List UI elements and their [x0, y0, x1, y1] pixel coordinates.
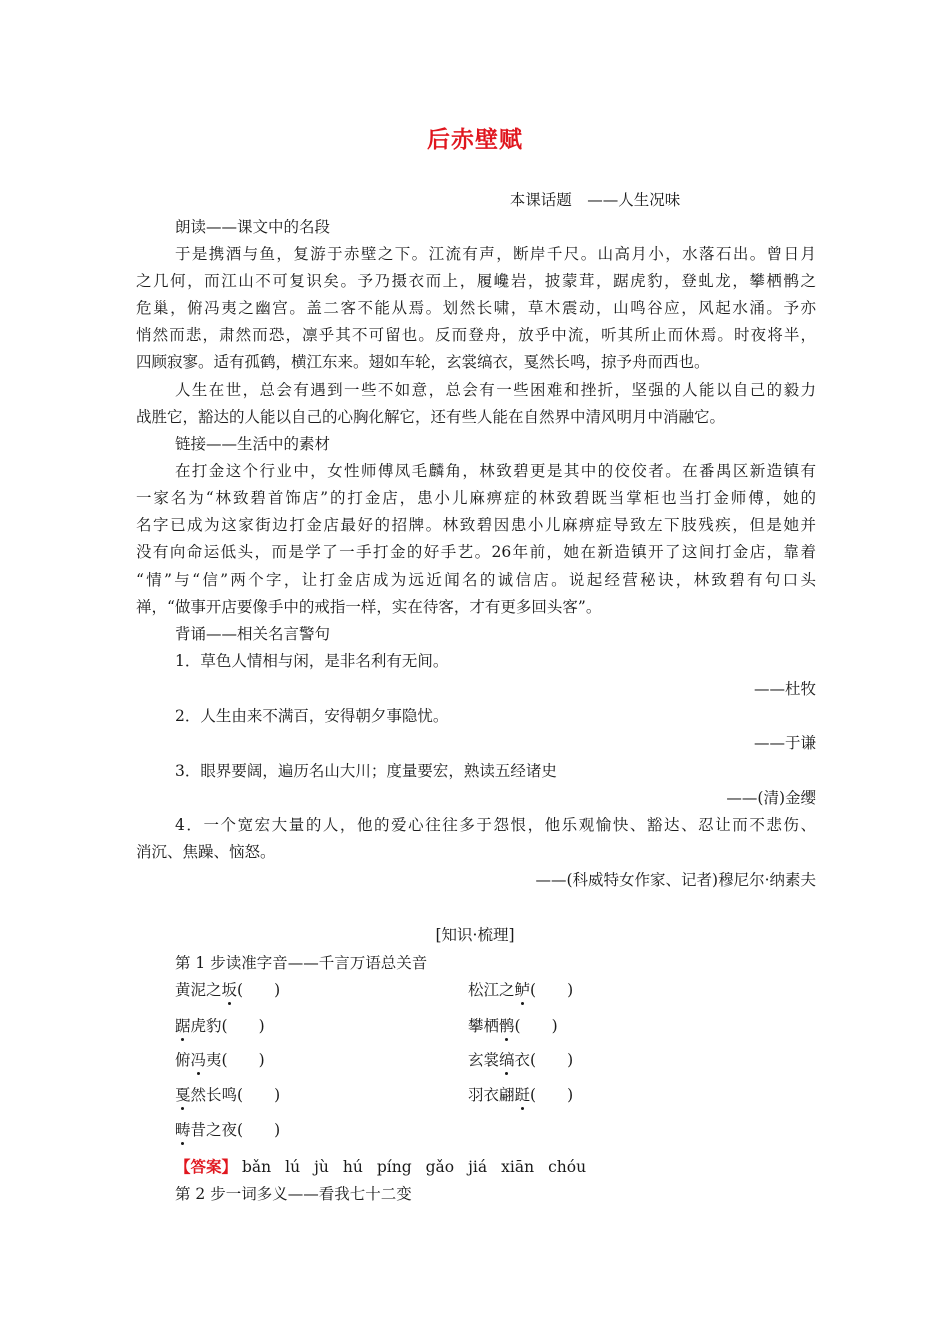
- page-title: 后赤壁赋: [427, 127, 523, 153]
- emphasis-dot-char: 畴: [175, 1121, 191, 1139]
- answer-line: [175, 1157, 600, 1177]
- story-line: 一家名为“林致碧首饰店”的打金店，患小儿麻痹症的林致碧既当掌柜也当打金师傅，她的: [136, 489, 816, 507]
- phonetic-item: 戛然长鸣( ): [175, 1086, 281, 1104]
- story-line: 禅，“做事开店要像手中的戒指一样，实在待客，才有更多回头客”。: [136, 598, 602, 616]
- passage-line: 四顾寂寥。适有孤鹤，横江东来。翅如车轮，玄裳缟衣，戛然长鸣，掠予舟而西也。: [136, 353, 710, 371]
- phonetic-item: 畴昔之夜( ): [175, 1121, 281, 1139]
- emphasis-dot-char: 踞: [175, 1017, 191, 1035]
- answer-label: 【答案】: [175, 1157, 238, 1176]
- quote-text: 3．眼界要阔，遍历名山大川；度量要宏，熟读五经诸史: [175, 762, 557, 780]
- phonetic-item: 俯冯夷( ): [175, 1051, 265, 1069]
- comment-line: 人生在世，总会有遇到一些不如意，总会有一些困难和挫折，坚强的人能以自己的毅力: [175, 381, 816, 399]
- passage-line: 于是携酒与鱼，复游于赤壁之下。江流有声，断岸千尺。山高月小，水落石出。曾日月: [175, 245, 816, 263]
- phonetic-item: 踞虎豹( ): [175, 1017, 265, 1035]
- step1-heading: 第 1 步读准字音——千言万语总关音: [175, 954, 428, 972]
- section-heading-read: 朗读——课文中的名段: [175, 218, 331, 236]
- passage-line: 之几何，而江山不可复识矣。予乃摄衣而上，履巉岩，披蒙茸，踞虎豹，登虬龙，攀栖鹘之: [136, 272, 816, 290]
- emphasis-dot-char: 跹: [514, 1086, 531, 1104]
- step2-heading: 第 2 步一词多义——看我七十二变: [175, 1185, 412, 1203]
- section-heading-link: 链接——生活中的素材: [175, 435, 331, 453]
- story-line: 没有向命运低头，而是学了一手打金的好手艺。26年前，她在新造镇开了这间打金店，靠着: [136, 543, 816, 561]
- story-line: 名字已成为这家街边打金店最好的招牌。林致碧因患小儿麻痹症导致左下肢残疾，但是她并: [136, 516, 816, 534]
- section-heading-recite: 背诵——相关名言警句: [175, 625, 331, 643]
- answer-pinyin: bǎn lú jù hú píng gǎo jiá xiān chóu: [241, 1158, 587, 1176]
- quote-author: ——于谦: [753, 734, 816, 752]
- quote-author: ——(清)金缨: [726, 789, 816, 807]
- emphasis-dot-char: 坂: [221, 981, 238, 999]
- story-line: “情”与“信”两个字，让打金店成为远近闻名的诚信店。说起经营秘诀，林致碧有句口头: [136, 571, 816, 589]
- quote-text: 4．一个宽宏大量的人，他的爱心往往多于怨恨，他乐观愉快、豁达、忍让而不悲伤、: [175, 816, 816, 834]
- emphasis-dot-char: 鹘: [499, 1017, 515, 1035]
- emphasis-dot-char: 鲈: [514, 981, 531, 999]
- lesson-topic: 本课话题 ——人生况味: [509, 191, 681, 209]
- emphasis-dot-char: 缟: [499, 1051, 515, 1069]
- comment-line: 战胜它，豁达的人能以自己的心胸化解它，还有些人能在自然界中清风明月中消融它。: [136, 408, 726, 426]
- phonetic-item: 羽衣翩跹( ): [468, 1086, 574, 1104]
- quote-text: 消沉、焦躁、恼怒。: [136, 843, 276, 861]
- quote-text: 2．人生由来不满百，安得朝夕事隐忧。: [175, 707, 449, 725]
- quote-author: ——(科威特女作家、记者)穆尼尔·纳素夫: [535, 871, 816, 889]
- phonetic-item: 玄裳缟衣( ): [468, 1051, 574, 1069]
- passage-line: 危巢，俯冯夷之幽宫。盖二客不能从焉。划然长啸，草木震动，山鸣谷应，风起水涌。予亦: [136, 299, 816, 317]
- knowledge-header: [知识·梳理]: [435, 926, 515, 944]
- passage-line: 悄然而悲，肃然而恐，凛乎其不可留也。反而登舟，放乎中流，听其所止而休焉。时夜将半，: [136, 326, 816, 344]
- phonetic-item: 攀栖鹘( ): [468, 1017, 558, 1035]
- story-line: 在打金这个行业中，女性师傅凤毛麟角，林致碧更是其中的佼佼者。在番禺区新造镇有: [175, 462, 816, 480]
- phonetic-item: 松江之鲈( ): [468, 981, 574, 999]
- quote-author: ——杜牧: [753, 680, 816, 698]
- emphasis-dot-char: 戛: [175, 1086, 191, 1104]
- emphasis-dot-char: 冯: [190, 1051, 207, 1069]
- quote-text: 1．草色人情相与闲，是非名利有无间。: [175, 652, 449, 670]
- phonetic-item: 黄泥之坂( ): [175, 981, 281, 999]
